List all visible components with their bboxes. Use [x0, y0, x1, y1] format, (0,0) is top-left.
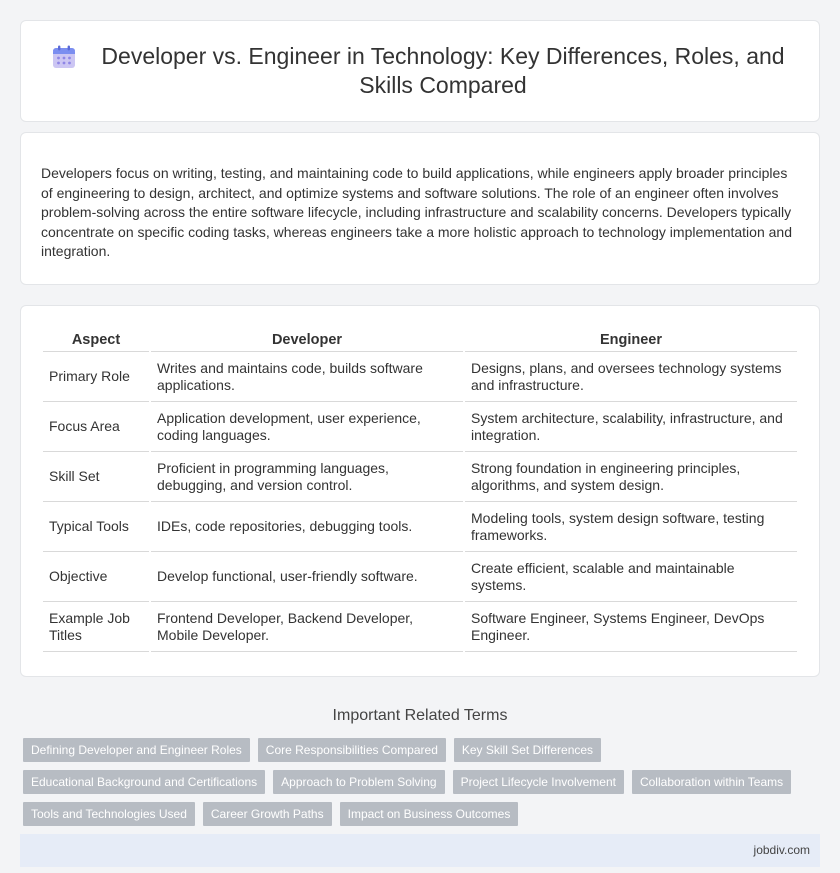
table-row [43, 354, 797, 402]
cell-developer: IDEs, code repositories, debugging tools. [151, 504, 463, 552]
related-term-tag[interactable]: Collaboration within Teams [632, 770, 791, 794]
table-header-row [43, 328, 797, 352]
related-terms [20, 738, 820, 826]
comparison-table [41, 326, 799, 654]
tag-row [23, 802, 820, 826]
related-term-tag[interactable]: Project Lifecycle Involvement [453, 770, 624, 794]
header-aspect: Aspect [43, 328, 149, 352]
related-term-tag[interactable]: Defining Developer and Engineer Roles [23, 738, 250, 762]
page-title: Developer vs. Engineer in Technology: Key Differences, Roles, and Skills Compared [101, 43, 785, 98]
intro-text: Developers focus on writing, testing, and maintaining code to build applications, while engineers apply broader principles of engineering to design, architect, and optimize systems and software solutions. The role of an engineer often involves problem-solving across the entire software lifecycle, including infrastructure and scalability concerns. Developers typically concentrate on specific coding tasks, whereas engineers take a more holistic approach to technology implementation and integration. [41, 165, 792, 259]
related-term-tag[interactable]: Tools and Technologies Used [23, 802, 195, 826]
cell-aspect: Objective [43, 554, 149, 602]
cell-developer: Frontend Developer, Backend Developer, Mobile Developer. [151, 604, 463, 652]
cell-aspect: Typical Tools [43, 504, 149, 552]
related-term-tag[interactable]: Core Responsibilities Compared [258, 738, 446, 762]
calendar-icon [51, 44, 77, 70]
related-term-tag[interactable]: Approach to Problem Solving [273, 770, 444, 794]
related-terms-title: Important Related Terms [332, 706, 508, 724]
header-inner [51, 42, 789, 100]
table-row [43, 404, 797, 452]
cell-aspect: Example Job Titles [43, 604, 149, 652]
cell-engineer: Modeling tools, system design software, testing frameworks. [465, 504, 797, 552]
cell-engineer: System architecture, scalability, infrastructure, and integration. [465, 404, 797, 452]
cell-engineer: Create efficient, scalable and maintainable systems. [465, 554, 797, 602]
tag-row [23, 770, 820, 794]
cell-developer: Develop functional, user-friendly software. [151, 554, 463, 602]
cell-developer: Writes and maintains code, builds software applications. [151, 354, 463, 402]
related-term-tag[interactable]: Impact on Business Outcomes [340, 802, 519, 826]
table-row [43, 504, 797, 552]
cell-engineer: Software Engineer, Systems Engineer, DevOps Engineer. [465, 604, 797, 652]
cell-aspect: Focus Area [43, 404, 149, 452]
table-row [43, 454, 797, 502]
cell-developer: Proficient in programming languages, debugging, and version control. [151, 454, 463, 502]
footer [20, 834, 820, 867]
tag-row [23, 738, 820, 762]
related-term-tag[interactable]: Key Skill Set Differences [454, 738, 601, 762]
footer-site-link[interactable]: jobdiv.com [753, 843, 810, 857]
cell-engineer: Designs, plans, and oversees technology systems and infrastructure. [465, 354, 797, 402]
header-card [20, 20, 820, 122]
header-developer: Developer [151, 328, 463, 352]
cell-developer: Application development, user experience, coding languages. [151, 404, 463, 452]
cell-aspect: Primary Role [43, 354, 149, 402]
comparison-table-card [20, 305, 820, 677]
intro-card [20, 132, 820, 285]
cell-aspect: Skill Set [43, 454, 149, 502]
related-term-tag[interactable]: Educational Background and Certifications [23, 770, 265, 794]
header-engineer: Engineer [465, 328, 797, 352]
table-row [43, 604, 797, 652]
cell-engineer: Strong foundation in engineering principles, algorithms, and system design. [465, 454, 797, 502]
table-row [43, 554, 797, 602]
related-term-tag[interactable]: Career Growth Paths [203, 802, 332, 826]
